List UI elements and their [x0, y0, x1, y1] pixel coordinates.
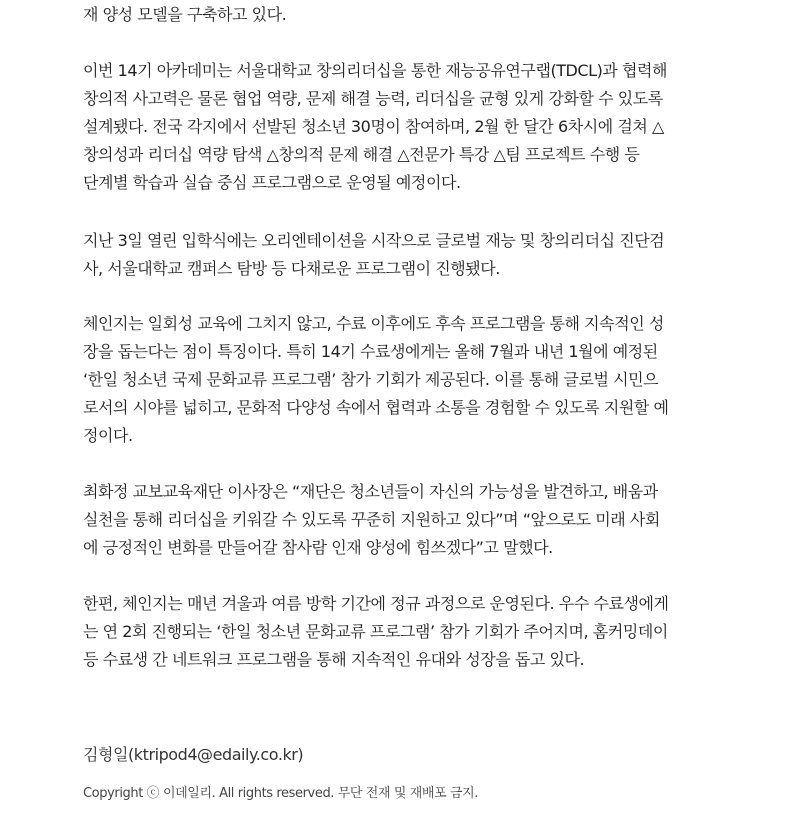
article-paragraph	[83, 310, 668, 450]
paragraph-line: 최화정 교보교육재단 이사장은 “재단은 청소년들이 자신의 가능성을 발견하고, 배움과	[83, 482, 658, 501]
paragraph-line: 단계별 학습과 실습 중심 프로그램으로 운영될 예정이다.	[83, 173, 461, 192]
copyright-notice: Copyright ⓒ 이데일리. All rights reserved. 무단 전재 및 재배포 금지.	[83, 786, 479, 801]
paragraph-line: 설계됐다. 전국 각지에서 선발된 청소년 30명이 참여하며, 2월 한 달간 6차시에 걸쳐 △	[83, 117, 664, 136]
paragraph-line: 장을 돕는다는 점이 특징이다. 특히 14기 수료생에게는 올해 7월과 내년 1월에 예정된	[83, 342, 658, 361]
paragraph-line: 사, 서울대학교 캠퍼스 탐방 등 다채로운 프로그램이 진행됐다.	[83, 259, 500, 278]
paragraph-line: 창의적 사고력은 물론 협업 역량, 문제 해결 능력, 리더십을 균형 있게 강화할 수 있도록	[83, 89, 663, 108]
paragraph-line: 정이다.	[83, 426, 133, 445]
article-paragraph	[83, 478, 660, 562]
paragraph-line: 는 연 2회 진행되는 ‘한일 청소년 문화교류 프로그램’ 참가 기회가 주어지며, 홈커밍데이	[83, 622, 668, 641]
paragraph-line: 지난 3일 열린 입학식에는 오리엔테이션을 시작으로 글로벌 재능 및 창의리더십 진단검	[83, 231, 665, 250]
paragraph-line: 등 수료생 간 네트워크 프로그램을 통해 지속적인 유대와 성장을 돕고 있다.	[83, 650, 585, 669]
paragraph-line: 한편, 체인지는 매년 겨울과 여름 방학 기간에 정규 과정으로 운영된다. 우수 수료생에게	[83, 594, 669, 613]
article-paragraph	[83, 57, 667, 197]
article-lead-line: 재 양성 모델을 구축하고 있다.	[83, 5, 287, 24]
article-paragraph	[83, 227, 664, 283]
paragraph-line: 에 긍정적인 변화를 만들어갈 참사람 인재 양성에 힘쓰겠다”고 말했다.	[83, 538, 553, 557]
paragraph-line: 로서의 시야를 넓히고, 문화적 다양성 속에서 협력과 소통을 경험할 수 있도록 지원할 예	[83, 398, 669, 417]
paragraph-line: 창의성과 리더십 역량 탐색 △창의적 문제 해결 △전문가 특강 △팀 프로젝트 수행 등	[83, 145, 640, 164]
article-paragraph	[83, 590, 668, 674]
paragraph-line: ‘한일 청소년 국제 문화교류 프로그램’ 참가 기회가 제공된다. 이를 통해 글로벌 시민으	[83, 370, 659, 389]
paragraph-line: 이번 14기 아카데미는 서울대학교 창의리더십을 통한 재능공유연구랩(TDCL)과 협력해	[83, 61, 668, 80]
paragraph-line: 체인지는 일회성 교육에 그치지 않고, 수료 이후에도 후속 프로그램을 통해 지속적인 성	[83, 314, 664, 333]
paragraph-line: 실천을 통해 리더십을 키워갈 수 있도록 꾸준히 지원하고 있다”며 “앞으로도 미래 사회	[83, 510, 660, 529]
author-byline: 김형일(ktripod4@edaily.co.kr)	[83, 745, 304, 764]
